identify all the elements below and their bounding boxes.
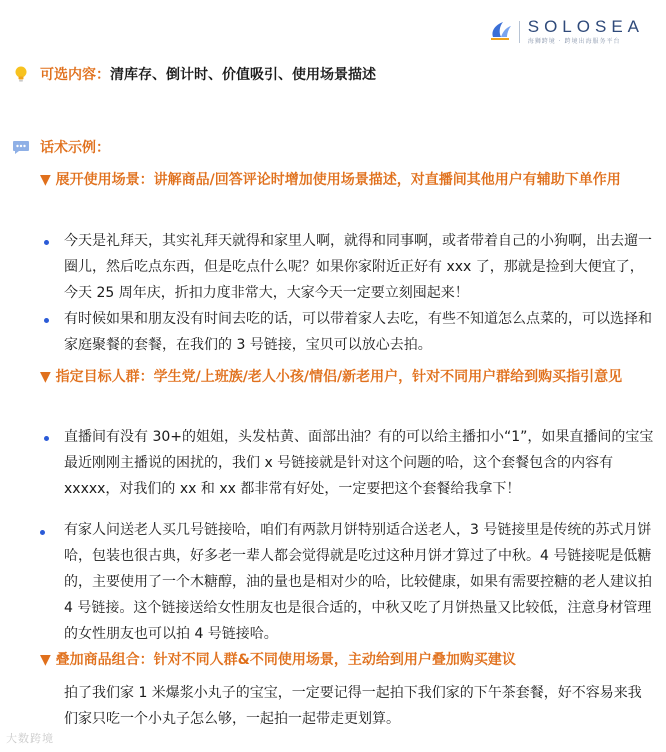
lightbulb-icon — [12, 65, 30, 83]
logo-text — [528, 18, 644, 46]
heading-target-audience: ▼ 指定目标人群：学生党/上班族/老人小孩/情侣/新老用户，针对不同用户群给到购买指引意见 — [40, 369, 623, 385]
example-paragraph-5: 拍了我们家 1 米爆浆小丸子的宝宝，一定要记得一起拍下我们家的下午茶套餐，好不容易来我们家只吃一个小丸子怎么够，一起拍一起带走更划算。 — [64, 685, 642, 727]
bullet-dot — [40, 530, 45, 535]
example-paragraph-1: 今天是礼拜天，其实礼拜天就得和家里人啊，就得和同事啊，或者带着自己的小狗啊，出去遛一圈儿，然后吃点东西，但是吃点什么呢？如果你家附近正好有 xxx 了，那就是捡到大便宜了，今天 25 周年庆，折扣力度非常大，大家今天一定要立刻囤起来！ — [64, 233, 652, 301]
logo-subtitle: 海狮跨境 · 跨境出海服务平台 — [527, 38, 621, 45]
bullet-dot — [44, 240, 49, 245]
heading-product-bundle: ▼ 叠加商品组合：针对不同人群&不同使用场景，主动给到用户叠加购买建议 — [40, 652, 516, 668]
section-title-text: 话术示例： — [40, 140, 110, 156]
example-paragraph-4: 有家人问送老人买几号链接哈，咱们有两款月饼特别适合送老人，3 号链接里是传统的苏式月饼哈，包装也很古典，好多老一辈人都会觉得就是吃过这种月饼才算过了中秋。4 号链接呢是低糖的，主要使用了一个木糖醇，油的量也是相对少的哈，比较健康，如果有需要控糖的老人建议拍 4 号链接。这个链接送给女性朋友也是很合适的，中秋又吃了月饼热量又比较低，注意身材管理的女性朋友也可以拍 4 号链接哈。 — [64, 522, 652, 642]
bullet-dot — [44, 436, 49, 441]
script-examples-title — [12, 137, 110, 157]
optional-content-label: 可选内容： — [40, 67, 110, 83]
example-paragraph-2: 有时候如果和朋友没有时间去吃的话，可以带着家人去吃，有些不知道怎么点菜的，可以选择和家庭聚餐的套餐，在我们的 3 号链接，宝贝可以放心去拍。 — [64, 311, 652, 353]
watermark: 大数跨境 — [6, 732, 54, 745]
speech-bubble-icon — [12, 138, 30, 156]
logo-word: SOLOSEA — [527, 17, 644, 36]
optional-content-row — [12, 64, 376, 84]
heading-usage-scenario: ▼ 展开使用场景：讲解商品/回答评论时增加使用场景描述，对直播间其他用户有辅助下单作用 — [40, 172, 621, 188]
logo-mark-icon — [487, 19, 513, 45]
logo-divider — [519, 21, 520, 43]
solosea-logo — [487, 18, 644, 46]
optional-content-text: 清库存、倒计时、价值吸引、使用场景描述 — [110, 67, 376, 83]
example-paragraph-3: 直播间有没有 30+的姐姐，头发枯黄、面部出油？有的可以给主播扣小“1”，如果直播间的宝宝最近刚刚主播说的困扰的，我们 x 号链接就是针对这个问题的哈，这个套餐包含的内容有 xxxxx，对我们的 xx 和 xx 都非常有好处，一定要把这个套餐给我拿下！ — [64, 429, 654, 497]
bullet-dot — [44, 318, 49, 323]
